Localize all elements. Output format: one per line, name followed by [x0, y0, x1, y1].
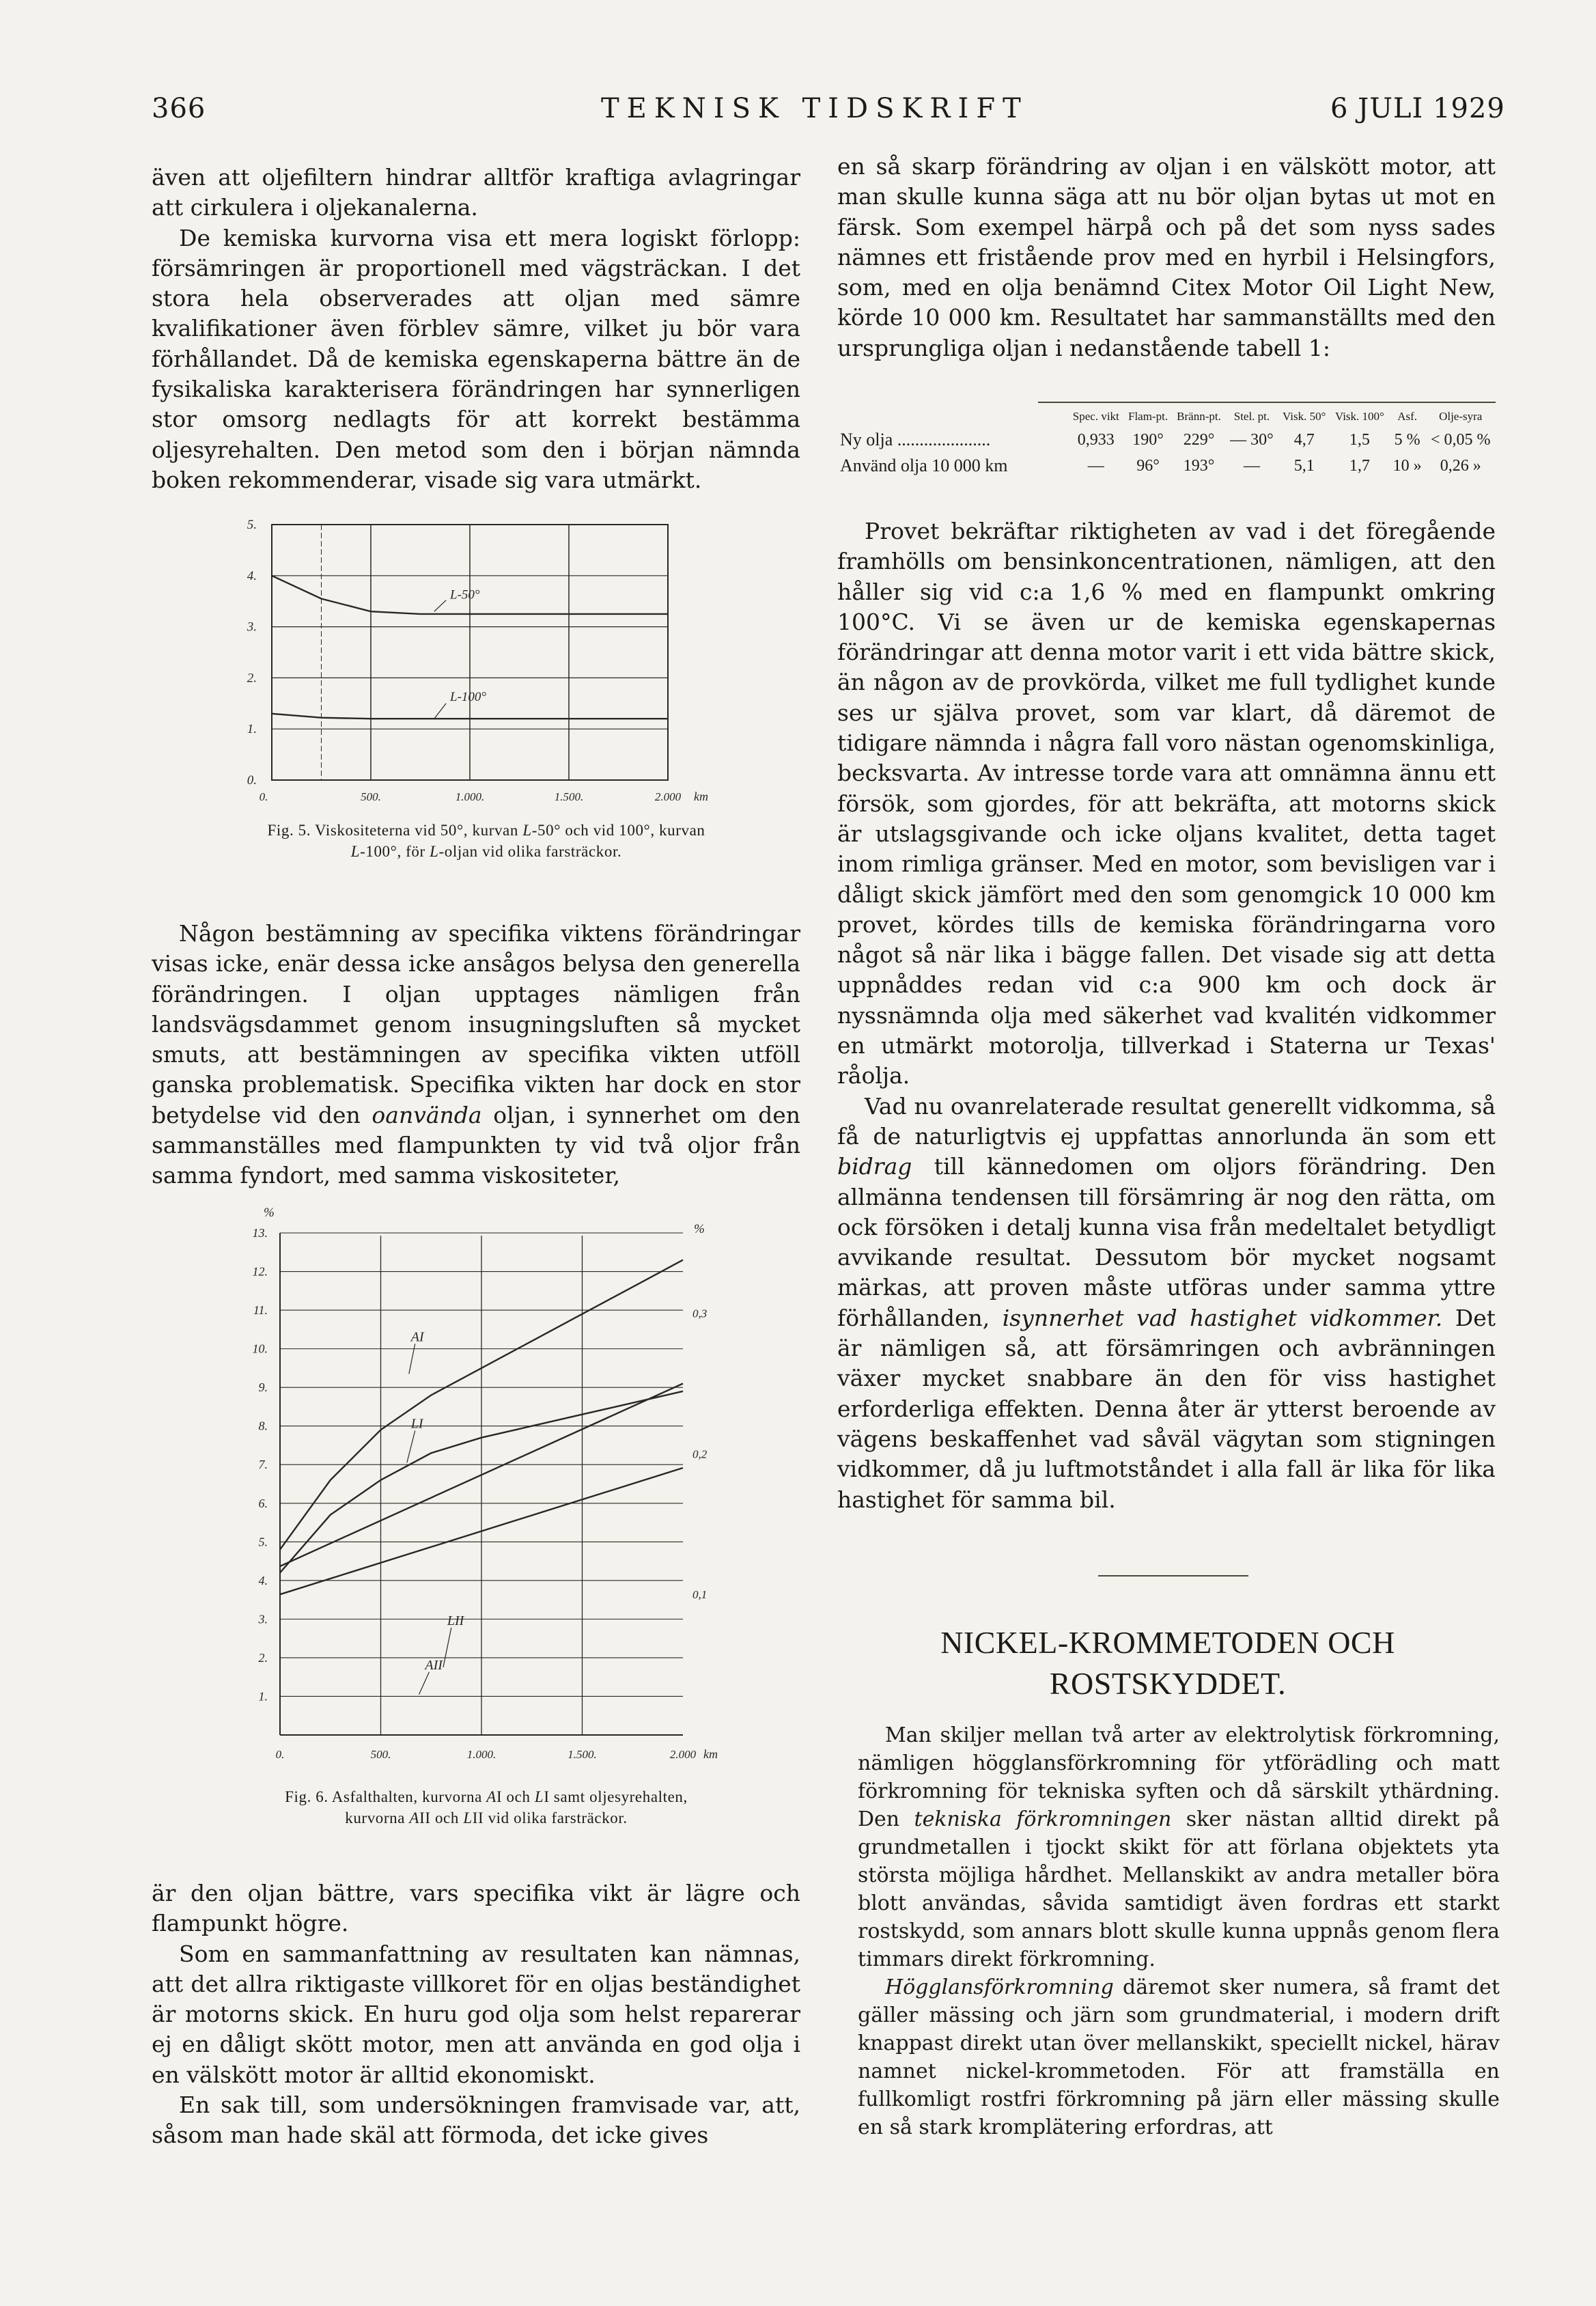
paragraph [837, 1092, 1496, 1515]
text-run: Det är nämligen så, att försämringen och avbränningen växer mycket snabbare än den för viss hastighet erforderliga effekten. Denna åter är ytterst beroende av vägens beskaffenhet vad såväl vägytan som stigningen vidkommer, då ju luftmotståndet i alla fall är lika för lika hastighet för samma bil. [837, 1304, 1496, 1513]
oil-comparison-table [837, 410, 1496, 479]
figure-6-chart [239, 1199, 758, 1779]
x-tick-label: 1.000. [455, 790, 485, 803]
y-tick-label: 5. [258, 1535, 268, 1549]
table-cell: 193° [1183, 456, 1215, 475]
y-tick-label: 1. [258, 1689, 268, 1704]
text-run: Vad nu ovanrelaterade resultat generellt vidkomma, så få de naturligtvis ej uppfattas annorlunda än som ett [837, 1092, 1496, 1150]
table-header: Stel. pt. [1233, 410, 1270, 423]
caption-text: -50° och vid 100°, kurvan [531, 822, 705, 839]
x-tick-label: 0. [275, 1748, 285, 1761]
y-right-unit-label: % [694, 1222, 705, 1237]
text-run: sker nästan alltid direkt på grundmetallen i tjockt skikt för att förlana objektets yta största möjliga hårdhet. Mellanskikt av andra metaller böra blott användas, såvida samtidigt även fordras ett starkt rostskydd, som annars blott skulle kunna uppnås genom flera timmars direkt förkromning. [858, 1807, 1500, 1971]
caption-italic: A [486, 1788, 496, 1805]
table-header: Visk. 50° [1282, 410, 1326, 423]
paragraph [858, 1973, 1500, 2141]
table-cell: 190° [1132, 430, 1164, 449]
figure-5-caption [261, 820, 712, 862]
right-column-middle [837, 516, 1496, 1515]
y-tick-label: 13. [252, 1226, 268, 1240]
page-number: 366 [152, 93, 206, 124]
journal-title: TEKNISK TIDSKRIFT [601, 93, 1028, 124]
table-cell: — [1087, 456, 1104, 475]
right-column-top [837, 152, 1496, 363]
y-tick-label: 9. [258, 1380, 268, 1395]
x-unit-label: km [694, 790, 708, 803]
italic-run: tekniska förkromningen [914, 1807, 1172, 1831]
left-column-middle [152, 919, 800, 1191]
x-tick-label: 1.500. [568, 1748, 597, 1761]
label-leader [407, 1431, 415, 1463]
table-cell: — [1243, 456, 1260, 475]
x-tick-label: 2.000 [654, 790, 682, 803]
table-cell: Ny olja ..................... [840, 430, 991, 449]
text-run: Man skiljer mellan två arter av elektrolytisk förkromning, nämligen högglansförkromning för ytförädling och matt förkromning för tekniska syften och då särskilt ythärdning. Den [858, 1723, 1500, 1831]
table-cell: 96° [1136, 456, 1160, 475]
y-tick-label: 8. [258, 1419, 268, 1433]
paragraph: Som en sammanfattning av resultaten kan nämnas, att det allra riktigaste villkoret för en oljas beständighet är motorns skick. En huru god olja som helst reparerar ej en dåligt skött motor, men att använda en god olja i en välskött motor är alltid ekonomiskt. [152, 1940, 800, 2088]
figure-5-chart [239, 505, 758, 806]
figure-6-caption [261, 1786, 712, 1829]
series-label: L-100° [450, 690, 486, 705]
y-tick-label: 3. [247, 620, 257, 635]
label-leader [409, 1344, 415, 1374]
italic-run: Högglansförkromning [885, 1975, 1114, 1999]
caption-italic: L [430, 843, 439, 860]
y-right-tick-label: 0,3 [692, 1307, 708, 1320]
caption-text: I samt oljesyrehalten, kurvorna [345, 1788, 688, 1826]
x-tick-label: 1.000. [466, 1748, 496, 1761]
table-header: Bränn-pt. [1177, 410, 1221, 423]
table-header: Olje-syra [1439, 410, 1483, 423]
caption-italic: L [350, 843, 361, 860]
label-leader [443, 1628, 451, 1667]
y-tick-label: 0. [247, 773, 257, 788]
text-run: däremot sker numera, så framt det gäller mässing och järn som grundmaterial, i modern drift knappast direkt utan över mellanskikt, speciellt nickel, härav namnet nickel-krommetoden. För att framställa en fullkomligt rostfri förkromning på järn eller mässing skulle en så stark kromplätering erfordras, att [858, 1975, 1500, 2139]
caption-italic: L [534, 1788, 544, 1805]
y-tick-label: 6. [258, 1496, 268, 1510]
italic-run: bidrag [837, 1153, 912, 1180]
caption-italic: A [409, 1809, 420, 1826]
text-run: oljan, i synnerhet om den sammanställes med flampunkten ty vid två oljor från samma fyndort, med samma viskositeter, [152, 1101, 800, 1189]
x-tick-label: 1.500. [554, 790, 584, 803]
paragraph: De kemiska kurvorna visa ett mera logiskt förlopp: försämringen är proportionell med vägsträckan. I det stora hela observerades att oljan med sämre kvalifikationer även förblev sämre, vilket ju bör vara förhållandet. Då de kemiska egenskaperna bättre än de fysikaliska karakterisera förändringen har synnerligen stor omsorg nedlagts för att korrekt bestämma oljesyrehalten. Den metod som den i början nämnda boken rekommenderar, visade sig vara utmärkt. [152, 224, 800, 493]
table-top-rule [1038, 402, 1496, 403]
caption-text: Fig. 5. Viskositeterna vid 50°, kurvan [267, 822, 523, 839]
label-leader [434, 704, 446, 719]
italic-run: isynnerhet vad hastighet vidkommer. [1002, 1304, 1443, 1331]
table-cell: Använd olja 10 000 km [840, 456, 1008, 475]
caption-italic: L [463, 1809, 473, 1826]
chart-grid [272, 525, 668, 780]
text-run: Någon bestämning av specifika viktens förändringar visas icke, enär dessa icke ansågos belysa den generella förändringen. I oljan upptages nämligen från landsvägsdammet genom insugningsluften så mycket smuts, att bestämningen av specifika vikten utföll ganska problematisk. Specifika vikten har dock en stor betydelse vid den [152, 920, 800, 1128]
table-header: Asf. [1397, 410, 1417, 423]
paragraph: Provet bekräftar riktigheten av vad i det föregående framhölls om bensinkoncentrationen, nämligen, att den håller sig vid c:a 1,6 % med en flampunkt omkring 100°C. Vi se även ur de kemiska egenskapernas förändringar att denna motor varit i ett vida bättre skick, än någon av de provkörda, vilket me full tydlighet kunde ses ur själva provet, som var klart, då däremot de tidigare nämnda i några fall voro nästan ogenomskinliga, becksvarta. Av intresse torde vara att omnämna ännu ett försök, som gjordes, för att bekräfta, att motorns skick är utslagsgivande och icke oljans kvalitet, detta taget inom rimliga gränser. Med en motor, som bevisligen var i dåligt skick jämfört med den som genomgick 10 000 km provet, kördes tills de kemiska förändringarna voro något så när lika i bägge fallen. Det visade sig att detta uppnåddes redan vid c:a 900 km och dock är nyssnämnda olja med säkerhet vad kvalitén vidkommer en utmärkt motorolja, tillverkad i Staterna ur Texas' råolja. [837, 518, 1496, 1089]
section-divider [1098, 1575, 1248, 1576]
series-label: L-50° [450, 587, 480, 602]
y-tick-label: 2. [258, 1650, 268, 1665]
series-label: AI [410, 1329, 424, 1345]
caption-text: I och [496, 1788, 535, 1805]
issue-date: 6 JULI 1929 [1330, 93, 1505, 124]
table-cell: 5,1 [1293, 456, 1315, 475]
y-right-tick-label: 0,1 [692, 1588, 708, 1602]
y-tick-label: 10. [252, 1342, 268, 1356]
paragraph [152, 919, 800, 1191]
x-unit-label: km [703, 1747, 718, 1761]
paragraph: En sak till, som undersökningen framvisade var, att, såsom man hade skäl att förmoda, det icke gives [152, 2092, 800, 2149]
section-title-line: NICKEL-KROMMETODEN OCH [940, 1625, 1395, 1660]
y-tick-label: 3. [258, 1612, 268, 1626]
x-tick-label: 2.000 [669, 1748, 697, 1761]
section-title-line: ROSTSKYDDET. [1049, 1666, 1287, 1701]
chart-ticks [253, 1206, 718, 1761]
y-unit-label: % [264, 1206, 275, 1220]
table-cell: 1,5 [1349, 430, 1370, 449]
table-header: Spec. vikt [1072, 410, 1119, 423]
y-tick-label: 4. [258, 1573, 268, 1587]
table-row [837, 427, 1496, 453]
caption-text: -oljan vid olika farsträckor. [438, 843, 622, 860]
y-tick-label: 5. [247, 518, 257, 532]
table-cell: < 0,05 % [1430, 430, 1491, 449]
table-header: Flam-pt. [1128, 410, 1168, 423]
y-tick-label: 2. [247, 671, 257, 686]
y-right-tick-label: 0,2 [692, 1447, 708, 1461]
table-cell: — 30° [1230, 430, 1274, 449]
y-tick-label: 7. [258, 1458, 268, 1472]
left-column-bottom [152, 1878, 800, 2151]
chart-grid [280, 1233, 683, 1735]
table-cell: 10 » [1392, 456, 1422, 475]
section-title [860, 1622, 1475, 1704]
x-tick-label: 0. [259, 790, 268, 803]
table-cell: 5 % [1394, 430, 1420, 449]
table-cell: 0,26 » [1440, 456, 1481, 475]
caption-text: II vid olika farsträckor. [472, 1809, 628, 1826]
text-run: till kännedomen om oljors förändring. Den allmänna tendensen till försämring är nog den rätta, om ock försöken i detalj kunna visa från medeltalet betydligt avvikande resultat. Dessutom bör mycket nogsamt märkas, att proven måste utföras under samma yttre förhållanden, [837, 1153, 1496, 1331]
caption-text: II och [419, 1809, 464, 1826]
y-tick-label: 12. [252, 1264, 268, 1279]
table-cell: 4,7 [1293, 430, 1315, 449]
x-tick-label: 500. [370, 1748, 391, 1761]
y-tick-label: 11. [253, 1303, 268, 1318]
label-leader [419, 1672, 430, 1695]
section-body [858, 1721, 1500, 2141]
caption-text: -100°, för [360, 843, 430, 860]
series-label: LII [447, 1613, 464, 1628]
paragraph: en så skarp förändring av oljan i en välskött motor, att man skulle kunna säga att nu bör oljan bytas ut mot en färsk. Som exempel härpå och på det som nyss sades nämnes ett fristående prov med en hyrbil i Helsingfors, som, med en olja benämnd Citex Motor Oil Light New, körde 10 000 km. Resultatet har sammanställts med den ursprungliga oljan i nedanstående tabell 1: [837, 153, 1496, 361]
left-column-top [152, 163, 800, 495]
table-header [837, 410, 1068, 427]
paragraph: är den oljan bättre, vars specifika vikt är lägre och flampunkt högre. [152, 1880, 800, 1937]
label-leader [434, 600, 446, 611]
series-label: AII [425, 1657, 443, 1673]
table-cell: 1,7 [1349, 456, 1370, 475]
table-cell: 229° [1183, 430, 1215, 449]
table-cell: 0,933 [1077, 430, 1115, 449]
y-tick-label: 4. [247, 568, 257, 583]
y-tick-label: 1. [247, 722, 257, 737]
chart-ticks [247, 518, 708, 803]
paragraph [858, 1721, 1500, 1973]
caption-text: Fig. 6. Asfalthalten, kurvorna [285, 1788, 487, 1805]
italic-run: oanvända [372, 1101, 482, 1128]
caption-italic: L [522, 822, 532, 839]
paragraph: även att oljefiltern hindrar alltför kraftiga avlagringar att cirkulera i oljekanalerna. [152, 164, 800, 221]
table-header-row [837, 410, 1496, 427]
x-tick-label: 500. [361, 790, 381, 803]
table-row [837, 453, 1496, 479]
series-label: LI [410, 1416, 423, 1432]
table-header: Visk. 100° [1334, 410, 1384, 423]
